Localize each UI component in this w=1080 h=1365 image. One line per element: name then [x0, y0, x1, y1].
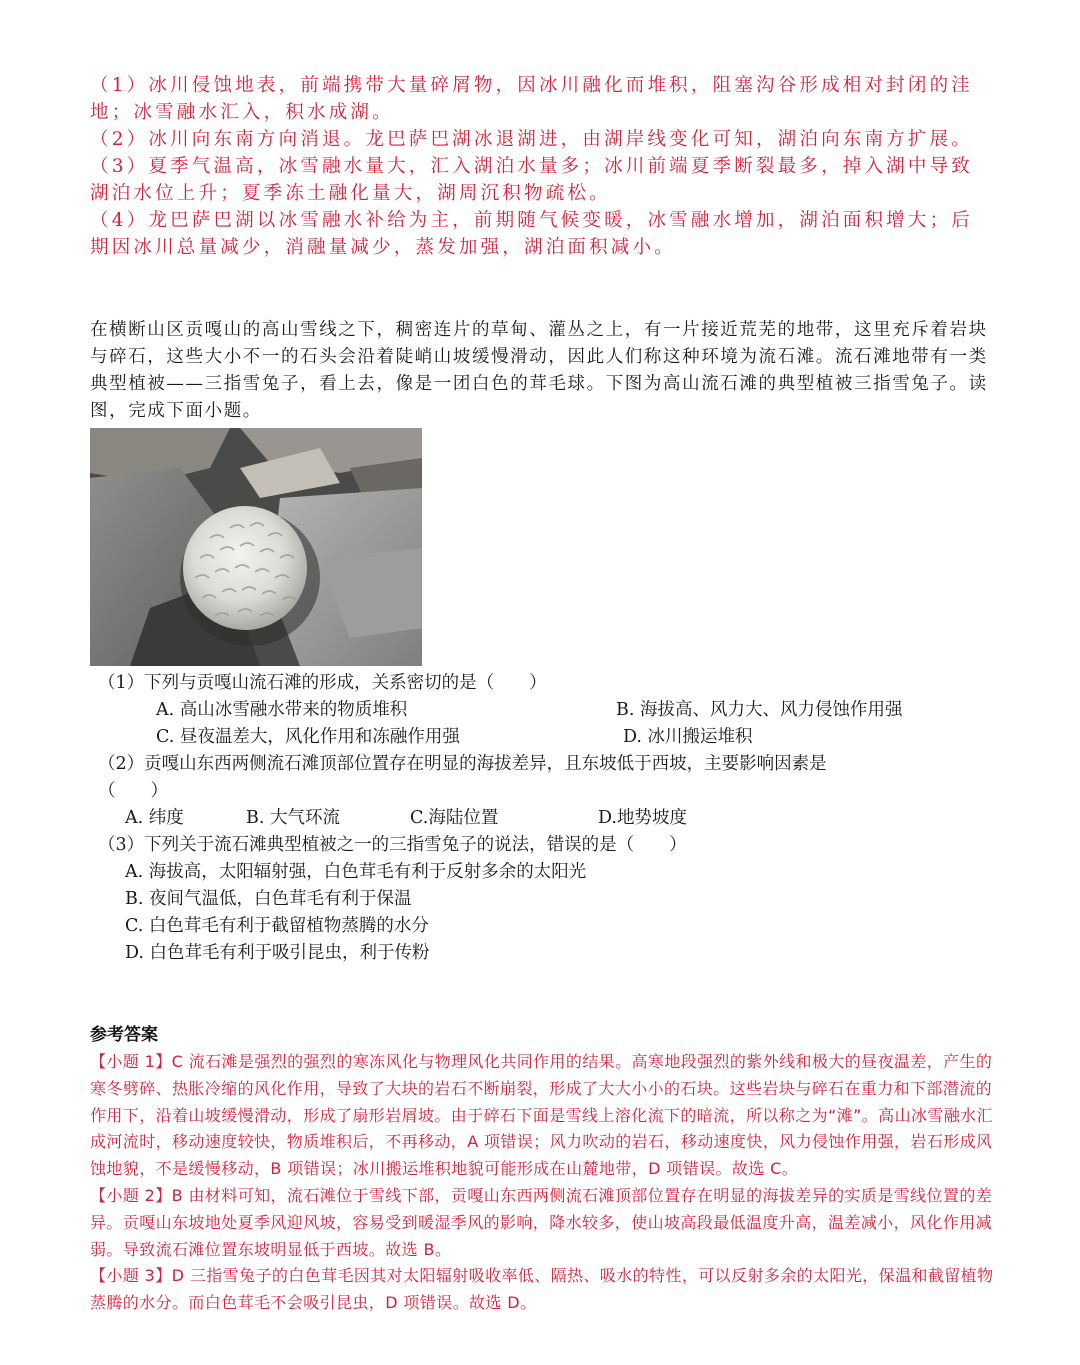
q1-option-c: C. 昼夜温差大，风化作用和冻融作用强: [156, 727, 460, 747]
questions: [98, 670, 998, 967]
q2-option-c: C.海陆位置: [410, 808, 499, 828]
question-2-bracket: （ ）: [98, 781, 168, 801]
answer-4: （4）龙巴萨巴湖以冰雪融水补给为主，前期随气候变暖，冰雪融水增加，湖泊面积增大；后期因冰川总量减少，消融量减少，蒸发加强，湖泊面积减小。: [90, 210, 973, 258]
reference-item-2: 【小题 2】B 由材料可知，流石滩位于雪线下部，贡嘎山东西两侧流石滩顶部位置存在明显的海拔差异的实质是雪线位置的差异。贡嘎山东坡地处夏季风迎风坡，容易受到暖湿季风的影响，降水较多，使山坡高段最低温度升高，温差减小，风化作用减弱。导致流石滩位置东坡明显低于西坡。故选 B。: [90, 1185, 993, 1259]
reference-body: [90, 1049, 995, 1317]
q1-option-d: D. 冰川搬运堆积: [623, 727, 753, 747]
answer-1: （1）冰川侵蚀地表，前端携带大量碎屑物，因冰川融化而堆积，阻塞沟谷形成相对封闭的洼地；冰雪融水汇入，积水成湖。: [90, 75, 973, 123]
q2-option-b: B. 大气环流: [246, 808, 340, 828]
intro-paragraph: 在横断山区贡嘎山的高山雪线之下，稠密连片的草甸、灌丛之上，有一片接近荒芜的地带，这里充斥着岩块与碎石，这些大小不一的石头会沿着陡峭山坡缓慢滑动，因此人们称这种环境为流石滩。流石滩地带有一类典型植被——三指雪兔子，看上去，像是一团白色的茸毛球。下图为高山流石滩的典型植被三指雪兔子。读图，完成下面小题。: [90, 320, 988, 421]
q3-option-b: B. 夜间气温低，白色茸毛有利于保温: [125, 889, 412, 909]
reference-item-3: 【小题 3】D 三指雪兔子的白色茸毛因其对太阳辐射吸收率低、隔热、吸水的特性，可以反射多余的太阳光，保温和截留植物蒸腾的水分。而白色茸毛不会吸引昆虫，D 项错误。故选 D。: [90, 1266, 994, 1313]
q1-option-a: A. 高山冰雪融水带来的物质堆积: [156, 700, 408, 720]
material-intro: [90, 317, 990, 425]
previous-answers: [90, 72, 990, 261]
q1-option-b: B. 海拔高、风力大、风力侵蚀作用强: [616, 700, 903, 720]
answer-3: （3）夏季气温高，冰雪融水量大，汇入湖泊水量多；冰川前端夏季断裂最多，掉入湖中导致湖泊水位上升；夏季冻土融化量大，湖周沉积物疏松。: [90, 156, 973, 204]
question-1-options-row2: [98, 724, 998, 751]
question-1-options-row1: [98, 697, 998, 724]
reference-item-1: 【小题 1】C 流石滩是强烈的强烈的寒冻风化与物理风化共同作用的结果。高寒地段强烈的紫外线和极大的昼夜温差，产生的寒冬劈碎、热胀冷缩的风化作用，导致了大块的岩石不断崩裂，形成了大大小小的石块。这些岩块与碎石在重力和下部潜流的作用下，沿着山坡缓慢滑动，形成了扇形岩屑坡。由于碎石下面是雪线上溶化流下的暗流，所以称之为“滩”。高山冰雪融水汇成河流时，移动速度较快，物质堆积后，不再移动，A 项错误；风力吹动的岩石，移动速度快，风力侵蚀作用强，岩石形成风蚀地貌，不是缓慢移动，B 项错误；冰川搬运堆积地貌可能形成在山麓地带，D 项错误。故选 C。: [90, 1052, 993, 1179]
q3-option-a: A. 海拔高，太阳辐射强，白色茸毛有利于反射多余的太阳光: [125, 862, 587, 882]
q2-option-a: A. 纬度: [125, 808, 184, 828]
question-2-options: [98, 805, 998, 832]
saussurea-photo: [90, 428, 422, 666]
reference-answers: [90, 1022, 995, 1317]
q3-option-c: C. 白色茸毛有利于截留植物蒸腾的水分: [125, 916, 429, 936]
answer-2: （2）冰川向东南方向消退。龙巴萨巴湖冰退湖进，由湖岸线变化可知，湖泊向东南方扩展。: [90, 129, 973, 150]
question-1-stem: （1）下列与贡嘎山流石滩的形成，关系密切的是（ ）: [98, 673, 547, 693]
question-2-stem: （2）贡嘎山东西两侧流石滩顶部位置存在明显的海拔差异，且东坡低于西坡，主要影响因素是: [98, 754, 827, 774]
question-3-stem: （3）下列关于流石滩典型植被之一的三指雪兔子的说法，错误的是（ ）: [98, 835, 687, 855]
reference-title: 参考答案: [90, 1025, 158, 1045]
q2-option-d: D.地势坡度: [598, 808, 687, 828]
q3-option-d: D. 白色茸毛有利于吸引昆虫，利于传粉: [125, 943, 430, 963]
